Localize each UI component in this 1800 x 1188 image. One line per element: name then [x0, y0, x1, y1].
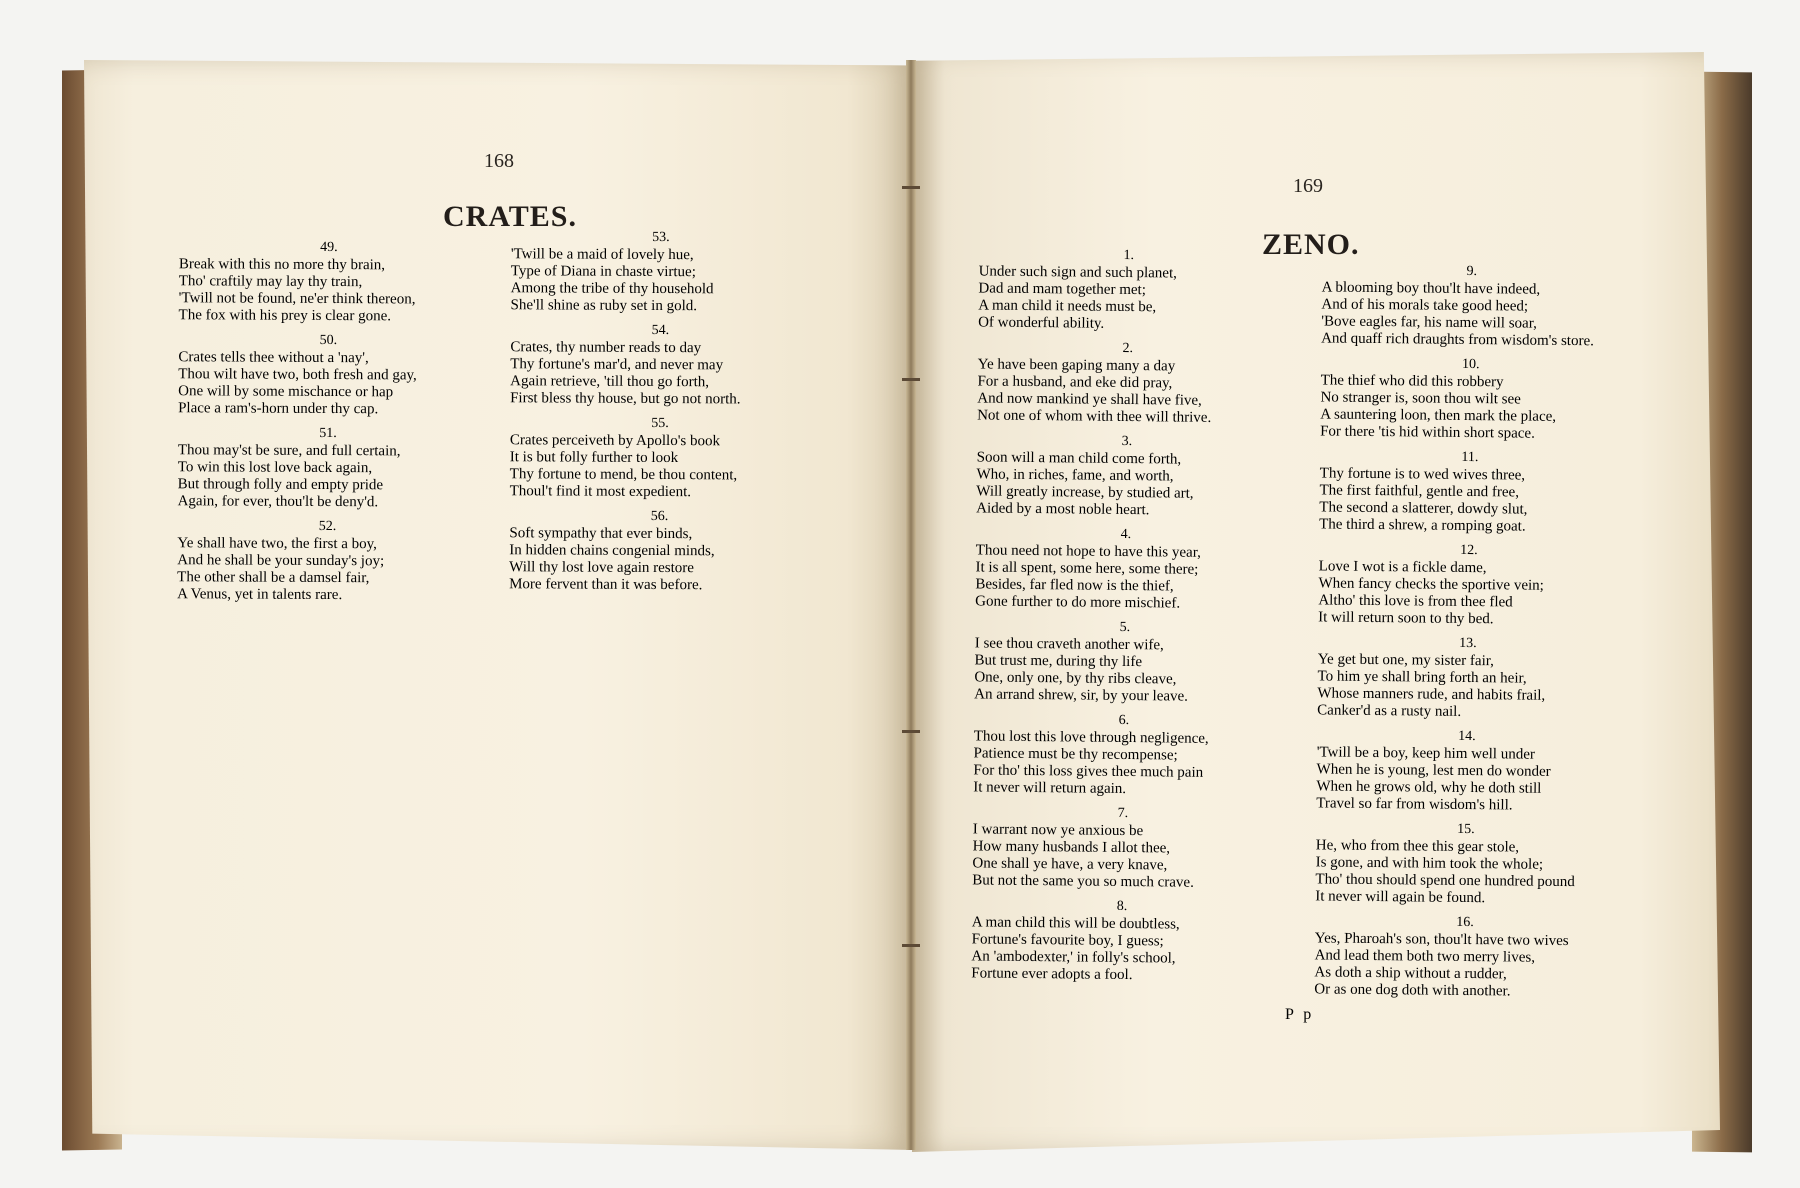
- verse-line: For a husband, and eke did pray,: [977, 373, 1173, 392]
- verse-line: Again, for ever, thou'lt be deny'd.: [177, 493, 379, 511]
- verse-line: Thou need not hope to have this year,: [975, 542, 1201, 561]
- verse-line: In hidden chains congenial minds,: [509, 542, 715, 560]
- verse-line: When he is young, lest men do wonder: [1316, 761, 1551, 780]
- verse-line: Place a ram's-horn under thy cap.: [178, 400, 379, 418]
- verse-line: Thy fortune's mar'd, and never may: [510, 356, 724, 374]
- verse-line: One will by some mischance or hap: [178, 383, 394, 401]
- verse-line: When fancy checks the sportive vein;: [1318, 575, 1544, 594]
- verse-line: And of his morals take good heed;: [1321, 296, 1529, 315]
- left-page-column-1: [177, 239, 479, 613]
- verse: [1318, 541, 1619, 629]
- verse-number: 51.: [319, 425, 337, 442]
- verse-line: Soft sympathy that ever binds,: [509, 525, 693, 543]
- verse-line: And he shall be your sunday's joy;: [177, 552, 385, 570]
- verse: [1320, 355, 1621, 443]
- verse-line: The third a shrew, a romping goat.: [1319, 516, 1526, 535]
- verse-number: 13.: [1459, 635, 1477, 652]
- verse: [978, 246, 1279, 334]
- verse: [1316, 727, 1617, 815]
- verse-line: An arrand shrew, sir, by your leave.: [974, 686, 1189, 705]
- verse-line: And now mankind ye shall have five,: [977, 390, 1202, 409]
- verse-line: To win this lost love back again,: [177, 459, 373, 477]
- verse-line: 'Twill be a boy, keep him well under: [1316, 744, 1535, 763]
- verse-line: I warrant now ye anxious be: [972, 821, 1144, 840]
- verse-line: Canker'd as a rusty nail.: [1317, 702, 1462, 720]
- verse-line: Whose manners rude, and habits frail,: [1317, 685, 1546, 704]
- verse-line: Tho' thou should spend one hundred pound: [1315, 871, 1575, 891]
- verse-line: Besides, far fled now is the thief,: [975, 576, 1174, 595]
- verse-number: 5.: [1119, 619, 1131, 636]
- verse-line: Thy fortune to mend, be thou content,: [509, 466, 738, 484]
- verse-line: Thou lost this love through negligence,: [973, 728, 1209, 747]
- verse-line: A man child it needs must be,: [978, 297, 1157, 316]
- verse-number: 2.: [1122, 340, 1134, 357]
- verse-line: It never will return again.: [973, 779, 1127, 798]
- verse-line: Ye get but one, my sister fair,: [1317, 651, 1495, 670]
- binding-stitch: [902, 730, 920, 733]
- verse-line: The first faithful, gentle and free,: [1319, 482, 1520, 501]
- right-page-column-1: [971, 246, 1279, 993]
- left-chapter-title: CRATES.: [443, 200, 577, 233]
- verse-line: When he grows old, why he doth still: [1316, 778, 1542, 797]
- verse: [1319, 448, 1620, 536]
- verse-number: 3.: [1121, 433, 1133, 450]
- verse: [976, 432, 1277, 520]
- verse-line: Crates tells thee without a 'nay',: [178, 349, 369, 367]
- verse-line: And quaff rich draughts from wisdom's store.: [1321, 330, 1594, 350]
- verse: [511, 229, 811, 316]
- verse-number: 9.: [1466, 263, 1478, 280]
- verse-number: 15.: [1457, 821, 1475, 838]
- verse-line: Altho' this love is from thee fled: [1318, 592, 1513, 611]
- verse-line: 'Twill not be found, ne'er think thereon,: [178, 290, 416, 308]
- verse-line: Thou wilt have two, both fresh and gay,: [178, 366, 417, 384]
- verse: [510, 322, 810, 409]
- verse-line: Ye have been gaping many a day: [977, 356, 1176, 375]
- verse: [1315, 820, 1616, 908]
- verse-line: 'Twill be a maid of lovely hue,: [510, 246, 694, 264]
- binding-stitch: [902, 186, 920, 189]
- verse: [974, 618, 1275, 706]
- verse-number: 11.: [1461, 449, 1479, 466]
- verse-line: Fortune's favourite boy, I guess;: [971, 931, 1164, 950]
- verse-line: Or as one dog doth with another.: [1314, 981, 1511, 1000]
- verse-number: 56.: [650, 508, 669, 525]
- verse-number: 7.: [1117, 805, 1129, 822]
- verse-line: I see thou craveth another wife,: [974, 635, 1164, 654]
- verse-line: She'll shine as ruby set in gold.: [510, 297, 698, 315]
- book-gutter: [906, 60, 916, 1150]
- verse-line: Patience must be thy recompense;: [973, 745, 1178, 764]
- verse-line: An 'ambodexter,' in folly's school,: [971, 948, 1176, 967]
- right-chapter-title: ZENO.: [1262, 228, 1360, 261]
- left-page-number: 168: [484, 150, 514, 172]
- verse-line: One shall ye have, a very knave,: [972, 855, 1168, 874]
- verse-line: Thou may'st be sure, and full certain,: [177, 442, 401, 460]
- verse-line: Again retrieve, 'till thou go forth,: [510, 373, 710, 391]
- right-page-column-2: [1314, 262, 1622, 1009]
- verse-line: Of wonderful ability.: [978, 314, 1105, 332]
- verse-number: 12.: [1460, 542, 1478, 559]
- verse: [972, 804, 1273, 892]
- left-page-column-2: [509, 229, 811, 603]
- verse-line: Travel so far from wisdom's hill.: [1316, 795, 1513, 814]
- verse: [977, 339, 1278, 427]
- verse-line: The fox with his prey is clear gone.: [178, 307, 392, 325]
- verse-line: Among the tribe of thy household: [510, 280, 714, 298]
- verse-line: Thoul't find it most expedient.: [509, 483, 692, 501]
- verse-line: 'Bove eagles far, his name will soar,: [1321, 313, 1537, 332]
- verse-number: 55.: [651, 415, 669, 432]
- verse-line: Crates, thy number reads to day: [510, 339, 702, 357]
- verse-line: Gone further to do more mischief.: [975, 593, 1181, 612]
- verse-line: Will thy lost love again restore: [509, 559, 695, 577]
- verse-line: It is but folly further to look: [509, 449, 679, 467]
- verse-number: 14.: [1458, 728, 1476, 745]
- verse-number: 49.: [320, 239, 338, 256]
- verse-number: 10.: [1462, 356, 1480, 373]
- verse-line: The thief who did this robbery: [1320, 372, 1504, 391]
- verse-number: 1.: [1123, 247, 1135, 264]
- verse-line: One, only one, by thy ribs cleave,: [974, 669, 1177, 688]
- verse-line: But trust me, during thy life: [974, 652, 1143, 671]
- verse-line: And lead them both two merry lives,: [1314, 947, 1536, 966]
- binding-stitch: [902, 944, 920, 947]
- verse-line: It will return soon to thy bed.: [1318, 609, 1494, 628]
- verse-line: He, who from thee this gear stole,: [1315, 837, 1520, 856]
- verse-line: Thy fortune is to wed wives three,: [1319, 465, 1526, 484]
- verse-line: Not one of whom with thee will thrive.: [977, 407, 1212, 426]
- verse-line: Will greatly increase, by studied art,: [976, 483, 1194, 502]
- verse: [973, 711, 1274, 799]
- verse-line: Tho' craftily may lay thy train,: [178, 273, 363, 291]
- verse-line: A sauntering loon, then mark the place,: [1320, 406, 1557, 425]
- verse-line: Aided by a most noble heart.: [976, 500, 1150, 519]
- verse: [179, 239, 479, 326]
- verse-line: For there 'tis hid within short space.: [1320, 423, 1535, 442]
- verse-line: A man child this will be doubtless,: [971, 914, 1180, 933]
- verse-line: Who, in riches, fame, and worth,: [976, 466, 1174, 485]
- verse-number: 52.: [318, 518, 337, 535]
- verse-line: Crates perceiveth by Apollo's book: [509, 432, 721, 450]
- verse: [510, 415, 810, 502]
- verse: [177, 518, 477, 605]
- verse-line: For tho' this loss gives thee much pain: [973, 762, 1204, 781]
- verse-number: 16.: [1456, 914, 1474, 931]
- verse-line: Under such sign and such planet,: [978, 263, 1178, 282]
- verse: [509, 508, 809, 595]
- verse-line: As doth a ship without a rudder,: [1314, 964, 1507, 983]
- verse-line: Soon will a man child come forth,: [976, 449, 1182, 468]
- verse: [1314, 913, 1615, 1001]
- verse-number: 53.: [652, 229, 670, 246]
- verse-line: More fervent than it was before.: [509, 576, 703, 594]
- verse-line: Break with this no more thy brain,: [178, 256, 386, 274]
- verse: [971, 897, 1272, 985]
- verse: [1317, 634, 1618, 722]
- verse-line: Ye shall have two, the first a boy,: [177, 535, 377, 553]
- verse-number: 4.: [1120, 526, 1132, 543]
- verse-number: 50.: [319, 332, 338, 349]
- verse-line: Type of Diana in chaste virtue;: [510, 263, 696, 281]
- verse-line: How many husbands I allot thee,: [972, 838, 1171, 857]
- verse-line: First bless thy house, but go not north.: [510, 390, 741, 408]
- verse-line: Fortune ever adopts a fool.: [971, 965, 1133, 984]
- right-page-number: 169: [1293, 175, 1323, 197]
- verse-line: To him ye shall bring forth an heir,: [1317, 668, 1527, 687]
- verse: [1321, 262, 1622, 350]
- verse: [178, 332, 478, 419]
- verse-line: A blooming boy thou'lt have indeed,: [1321, 279, 1541, 298]
- verse-line: But not the same you so much crave.: [972, 872, 1194, 891]
- verse-number: 54.: [651, 322, 670, 339]
- verse-line: Love I wot is a fickle dame,: [1318, 558, 1487, 577]
- verse-line: But through folly and empty pride: [177, 476, 384, 494]
- verse-number: 6.: [1118, 712, 1130, 729]
- verse-line: Yes, Pharoah's son, thou'lt have two wives: [1314, 930, 1569, 950]
- verse-line: Dad and mam together met;: [978, 280, 1146, 299]
- verse-number: 8.: [1116, 898, 1128, 915]
- verse-line: The other shall be a damsel fair,: [177, 569, 370, 587]
- verse: [975, 525, 1276, 613]
- verse-line: The second a slatterer, dowdy slut,: [1319, 499, 1528, 518]
- verse-line: It never will again be found.: [1315, 888, 1486, 907]
- verse-line: A Venus, yet in talents rare.: [177, 586, 343, 604]
- verse-line: Is gone, and with him took the whole;: [1315, 854, 1544, 873]
- signature-mark: P p: [1285, 1006, 1315, 1023]
- verse-line: No stranger is, soon thou wilt see: [1320, 389, 1521, 408]
- binding-stitch: [902, 378, 920, 381]
- verse: [178, 425, 478, 512]
- verse-line: It is all spent, some here, some there;: [975, 559, 1199, 578]
